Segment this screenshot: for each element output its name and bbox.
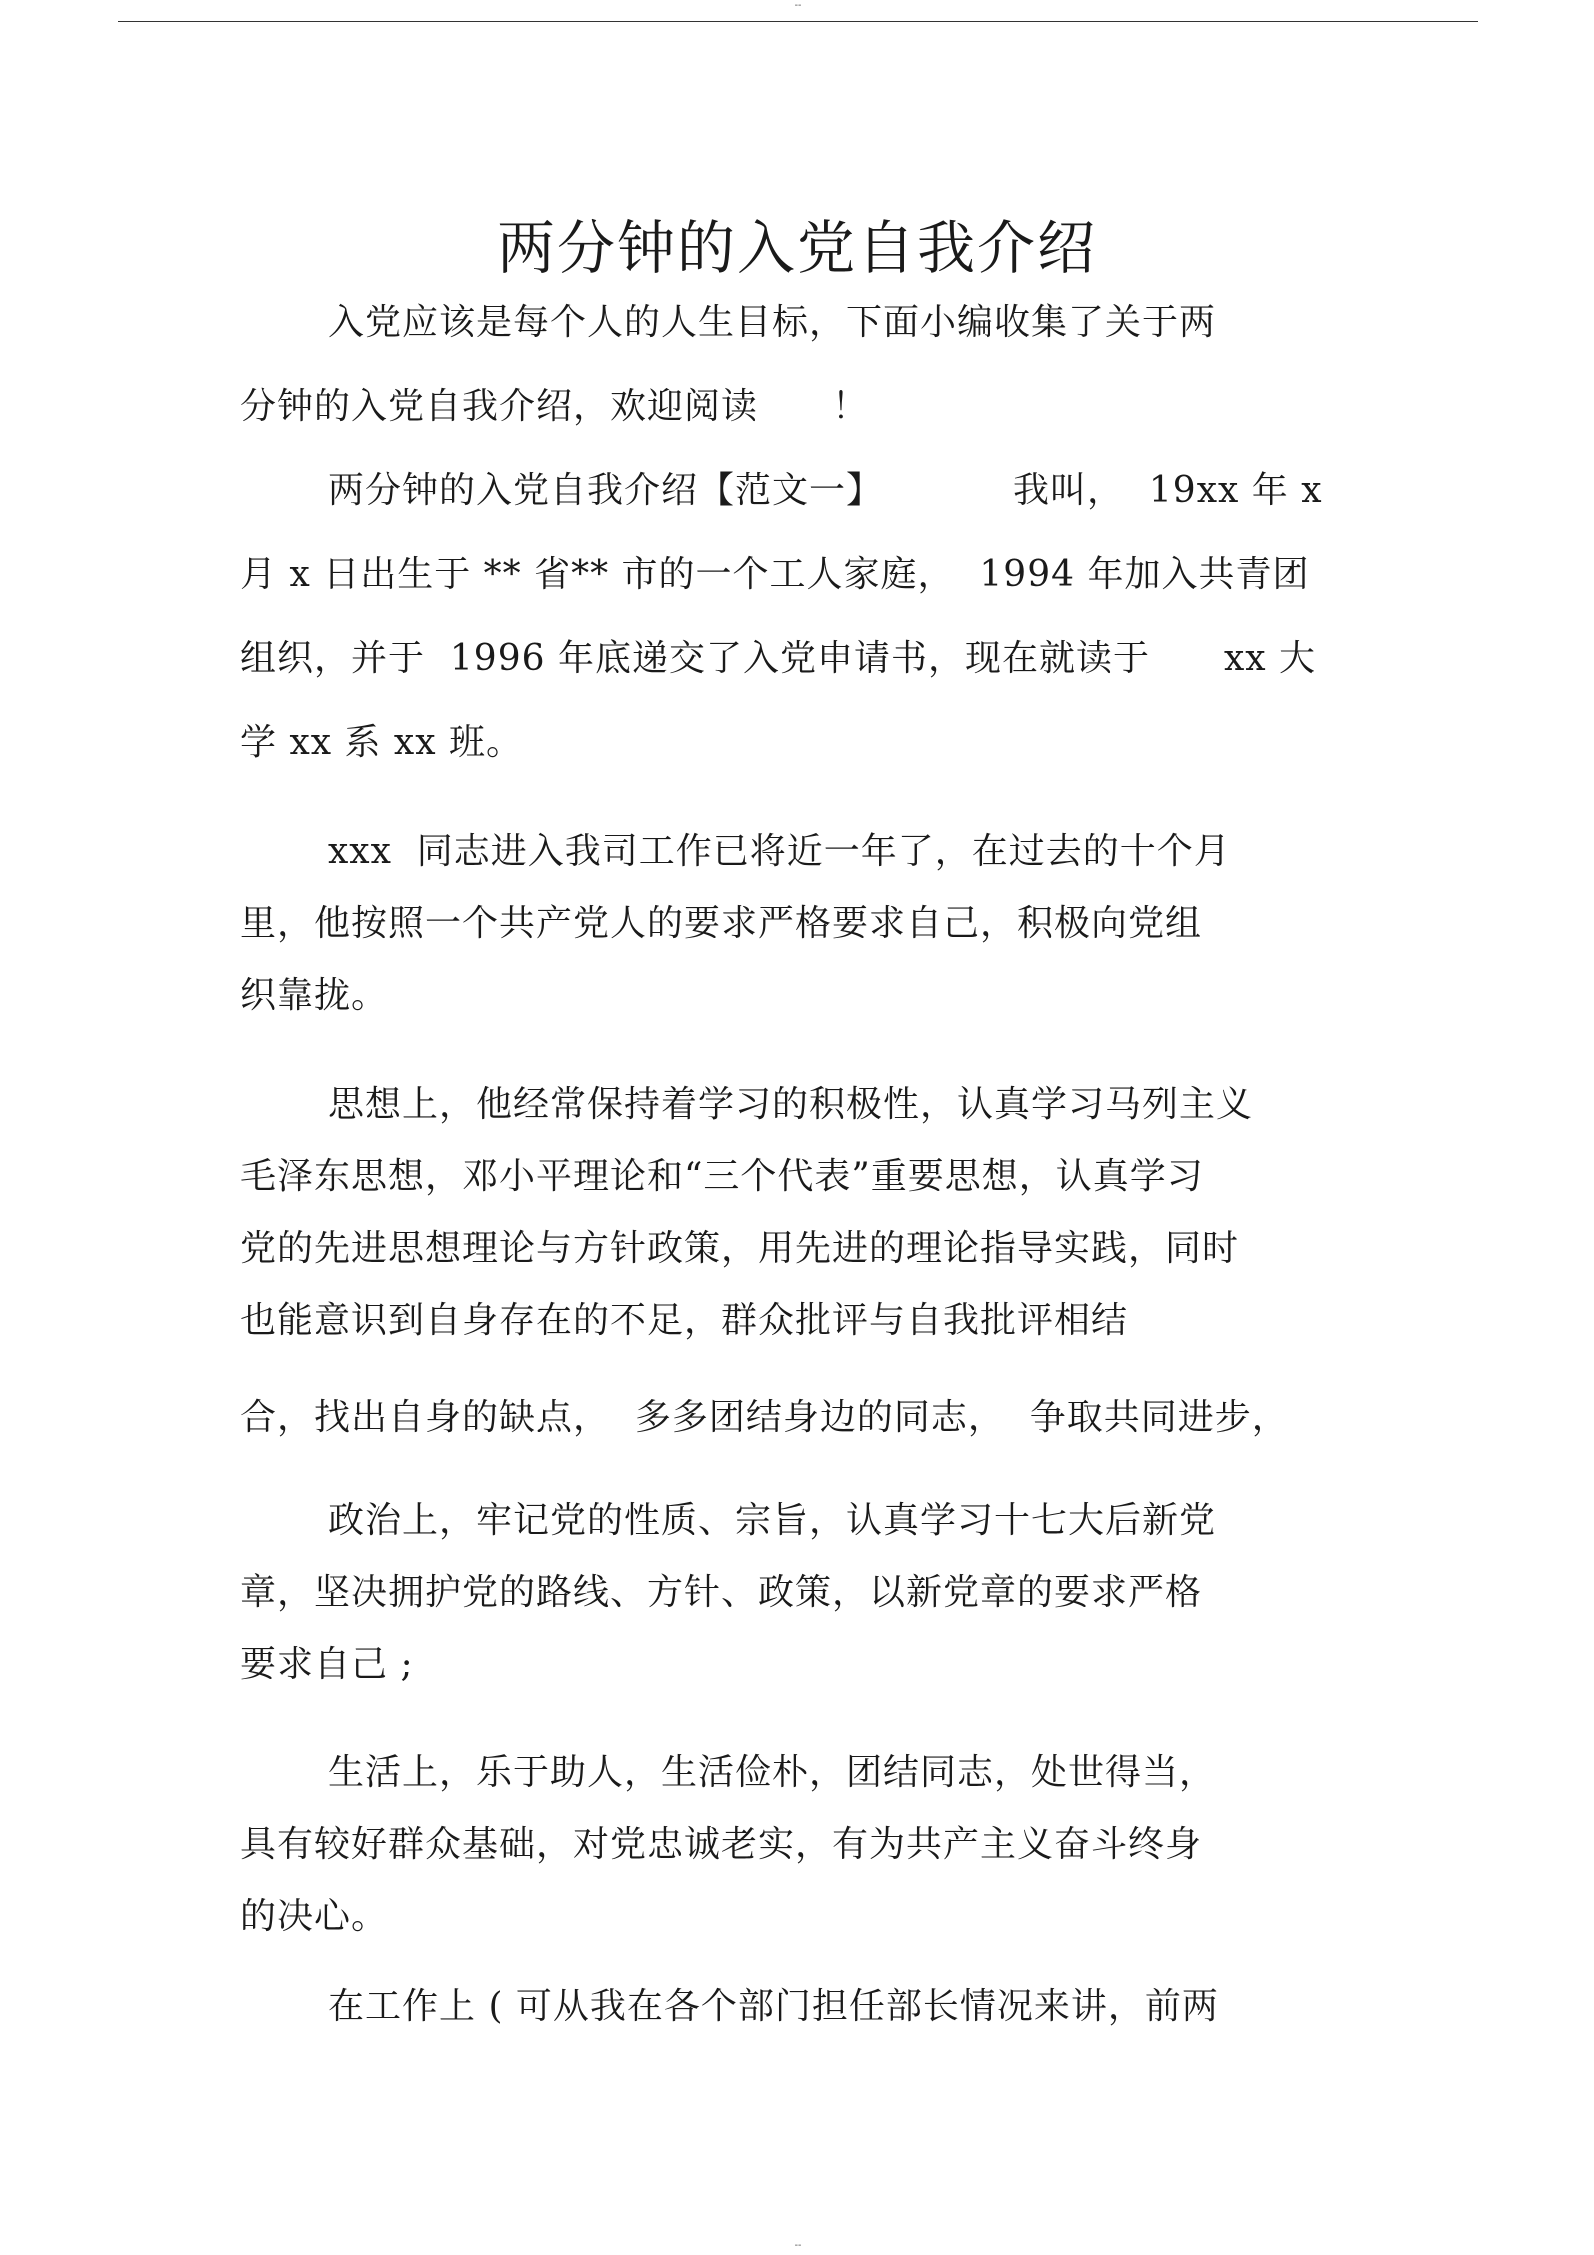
paragraph-line: xxx 同志进入我司工作已将近一年了，在过去的十个月 bbox=[328, 831, 1231, 872]
paragraph-line: 也能意识到自身存在的不足，群众批评与自我批评相结 bbox=[240, 1300, 1129, 1341]
paragraph-line: 学 xx 系 xx 班。 bbox=[240, 722, 523, 763]
header-mark: -- bbox=[794, 0, 802, 11]
paragraph-line: 组织，并于 1996 年底递交了入党申请书，现在就读于 xx 大 bbox=[240, 638, 1316, 679]
paragraph-line: 思想上，他经常保持着学习的积极性，认真学习马列主义 bbox=[328, 1084, 1254, 1125]
paragraph-line: 织靠拢。 bbox=[240, 975, 389, 1016]
page-title: 两分钟的入党自我介绍 bbox=[496, 214, 1097, 282]
paragraph-line: 合，找出自身的缺点， 多多团结身边的同志， 争取共同进步， bbox=[240, 1397, 1289, 1438]
footer-mark: -- bbox=[794, 2240, 802, 2251]
paragraph-line: 里，他按照一个共产党人的要求严格要求自己，积极向党组 bbox=[240, 903, 1203, 944]
header-rule bbox=[118, 21, 1478, 22]
paragraph-line: 生活上，乐于助人，生活俭朴，团结同志，处世得当， bbox=[328, 1752, 1217, 1793]
paragraph-line: 要求自己 ; bbox=[240, 1644, 414, 1685]
paragraph-line: 章，坚决拥护党的路线、方针、政策，以新党章的要求严格 bbox=[240, 1572, 1203, 1613]
paragraph-line: 具有较好群众基础，对党忠诚老实，有为共产主义奋斗终身 bbox=[240, 1824, 1203, 1865]
paragraph-line: 两分钟的入党自我介绍【范文一】 我叫， 19xx 年 x bbox=[328, 470, 1323, 511]
paragraph-line: 毛泽东思想，邓小平理论和“三个代表”重要思想，认真学习 bbox=[240, 1156, 1204, 1197]
paragraph-line: 分钟的入党自我介绍，欢迎阅读 ！ bbox=[240, 386, 870, 427]
paragraph-line: 入党应该是每个人的人生目标，下面小编收集了关于两 bbox=[328, 302, 1217, 343]
paragraph-line: 月 x 日出生于 ** 省** 市的一个工人家庭， 1994 年加入共青团 bbox=[240, 554, 1310, 595]
paragraph-line: 党的先进思想理论与方针政策，用先进的理论指导实践，同时 bbox=[240, 1228, 1240, 1269]
paragraph-line: 的决心。 bbox=[240, 1896, 389, 1937]
paragraph-line: 在工作上 ( 可从我在各个部门担任部长情况来讲，前两 bbox=[328, 1986, 1219, 2027]
paragraph-line: 政治上，牢记党的性质、宗旨，认真学习十七大后新党 bbox=[328, 1500, 1217, 1541]
